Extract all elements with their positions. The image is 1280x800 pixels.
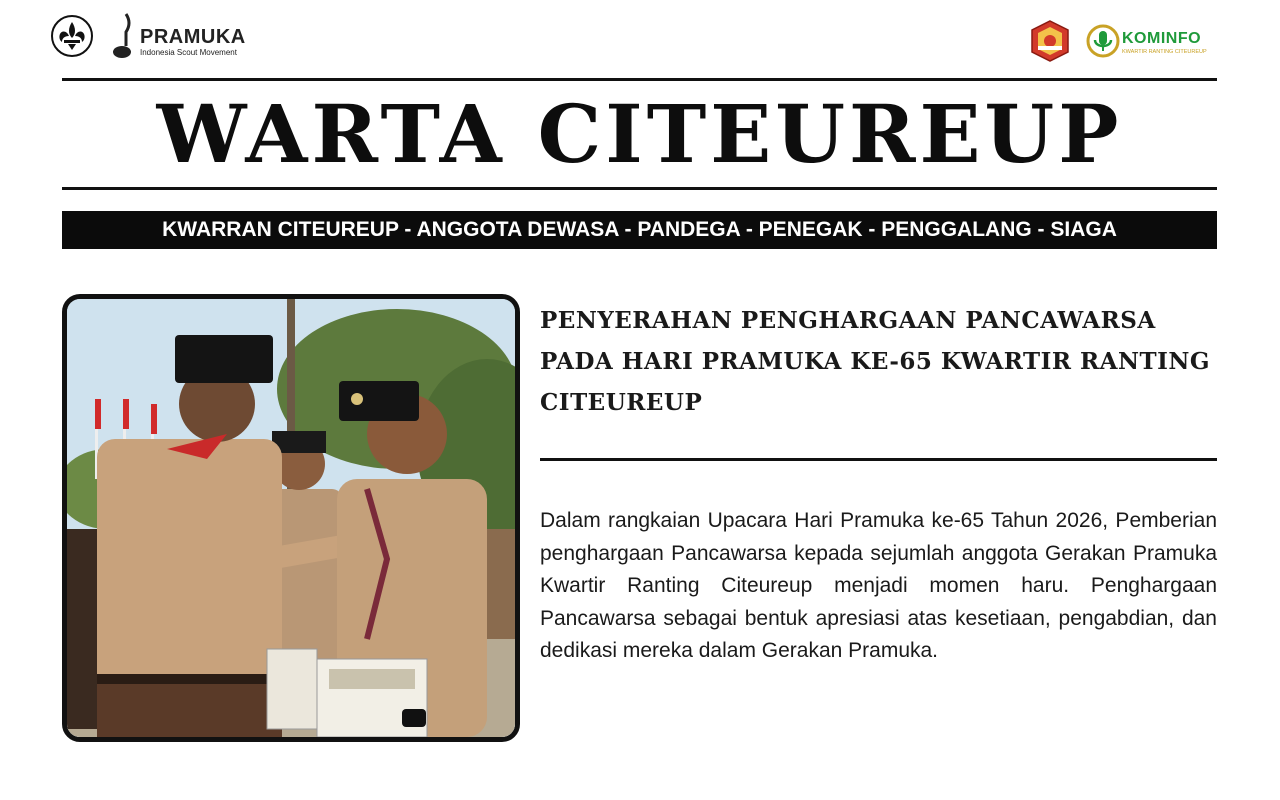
kwarran-badge-icon (1030, 20, 1070, 62)
kominfo-logo (1086, 22, 1216, 62)
kominfo-logo-tagline: KWARTIR RANTING CITEUREUP (1122, 49, 1207, 55)
masthead-top-rule (62, 78, 1217, 81)
pramuka-logo-tagline: Indonesia Scout Movement (140, 48, 237, 57)
headline-divider (540, 458, 1217, 461)
tunas-kelapa-icon (112, 12, 138, 60)
masthead-title: WARTA CITEUREUP (156, 87, 1123, 181)
article-body: Dalam rangkaian Upacara Hari Pramuka ke-65 Tahun 2026, Pemberian penghargaan Pancawarsa kepada sejumlah anggota Gerakan Pramuka Kwartir Ranting Citeureup menjadi momen haru. Penghargaan Pancawarsa sebagai bentuk apresiasi atas kesetiaan, pengabdian, dan dedikasi mereka dalam Gerakan Pramuka. (540, 509, 1217, 662)
article-photo (62, 294, 520, 742)
article-headline: PENYERAHAN PENGHARGAAN PANCAWARSA PADA HARI PRAMUKA KE-65 KWARTIR RANTING CITEUREUP (540, 307, 1211, 416)
masthead-bottom-rule (62, 187, 1217, 190)
pramuka-logo (112, 12, 252, 60)
pramuka-logo-name: PRAMUKA (140, 26, 246, 48)
kominfo-logo-name: KOMINFO (1122, 30, 1202, 47)
section-banner: KWARRAN CITEUREUP - ANGGOTA DEWASA - PANDEGA - PENEGAK - PENGGALANG - SIAGA (62, 211, 1217, 249)
microphone-icon (1086, 24, 1120, 58)
scout-emblem-icon (50, 14, 94, 58)
